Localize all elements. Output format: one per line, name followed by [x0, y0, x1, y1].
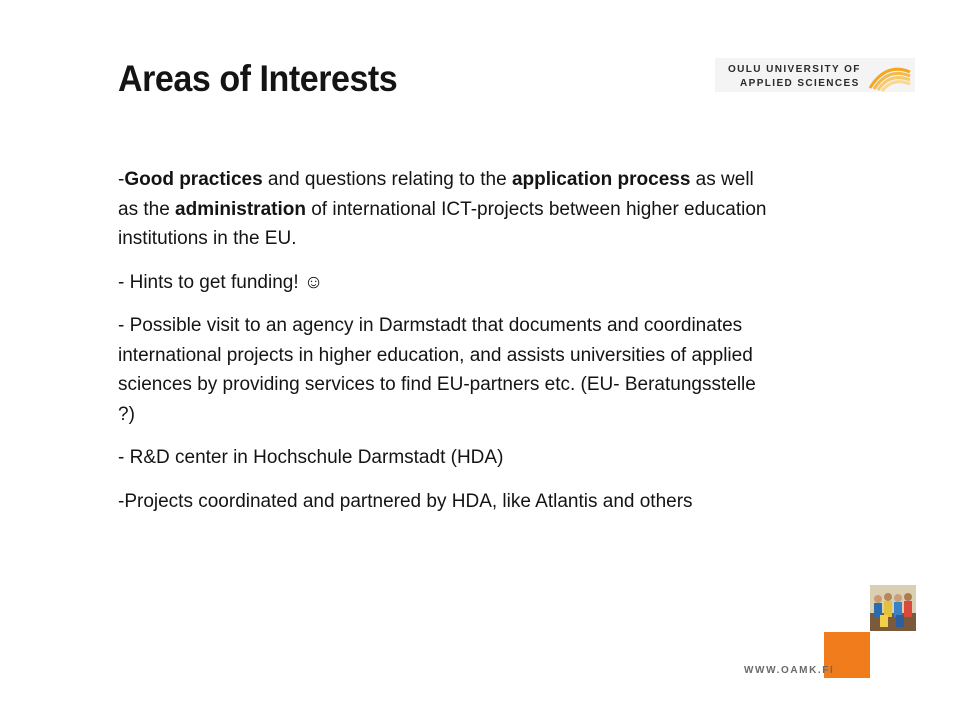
paragraph-text: and questions relating to the [262, 169, 512, 190]
bold-good-practices: Good practices [124, 169, 263, 190]
paragraph-good-practices [118, 165, 768, 254]
logo-line-2: APPLIED SCIENCES [740, 78, 860, 89]
logo-arcs-icon [866, 58, 914, 92]
group-photo [870, 585, 916, 631]
bullet-content [118, 165, 768, 530]
group-photo-illustration [870, 585, 916, 631]
paragraph-funding: - Hints to get funding! ☺ [118, 271, 324, 293]
slide-title: Areas of Interests [118, 58, 398, 99]
bold-administration: administration [175, 198, 306, 220]
paragraph-prefix: - [118, 169, 125, 190]
paragraph-agency-visit: - Possible visit to an agency in Darmstadt that documents and coordinates international projects in higher education, and assists universities of applied sciences by providing services to find EU-partners etc. (EU- Beratungsstelle ?) [118, 315, 756, 425]
paragraph-rd-center: - R&D center in Hochschule Darmstadt (HDA) [118, 447, 504, 468]
logo-text [728, 63, 861, 91]
paragraph-text: of international ICT-projects between higher education institutions in the EU. [118, 198, 767, 249]
bold-application-process: application process [511, 169, 691, 190]
paragraph-projects: -Projects coordinated and partnered by HDA, like Atlantis and others [118, 490, 693, 512]
footer-url: WWW.OAMK.FI [744, 665, 835, 676]
paragraph-text: as well as the [118, 169, 754, 220]
logo-line-1: OULU UNIVERSITY OF [728, 64, 861, 75]
